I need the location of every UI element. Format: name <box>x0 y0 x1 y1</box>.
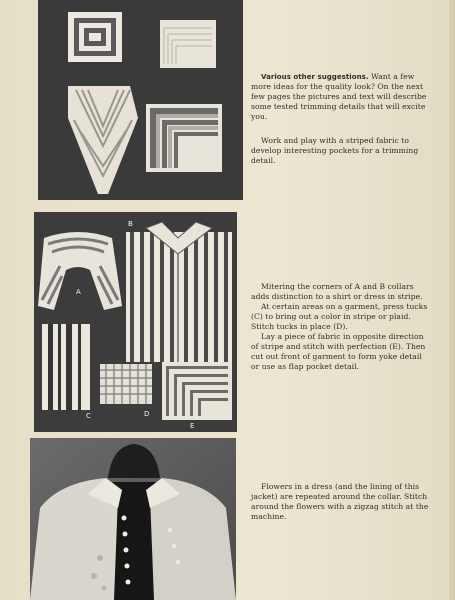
tucks-paragraph: At certain areas on a garment, press tucks (C) to bring out a color in stripe or plaid. Stitch tucks in place (D). <box>251 302 428 331</box>
label-a: A <box>76 288 81 296</box>
photo-striped-pockets <box>38 0 243 200</box>
collars-paragraph: Mitering the corners of A and B collars adds distinction to a shirt or dress in stripe. <box>251 282 423 301</box>
collars-text <box>251 282 429 372</box>
striped-shirt-b <box>126 222 232 362</box>
label-c: C <box>86 412 91 420</box>
square-pocket-concentric <box>68 12 122 62</box>
flowers-paragraph: Flowers in a dress (and the lining of this jacket) are repeated around the collar. Stitch around the flowers with a zigzag stitch at the machine. <box>251 482 429 521</box>
intro-lead: Various other suggestions. <box>261 73 369 81</box>
plaid-d <box>100 364 152 404</box>
label-d: D <box>144 410 150 418</box>
stripe-paragraph: Lay a piece of fabric in opposite direction of stripe and stitch with perfection (E). Then cut out front of garment to form yoke detail or use as flap pocket detail. <box>251 332 426 371</box>
pockets-paragraph: Work and play with a striped fabric to develop interesting pockets for a trimming detail. <box>251 136 419 165</box>
mitered-e <box>162 362 232 420</box>
intro-paragraph <box>251 72 429 122</box>
page-edge <box>449 0 455 600</box>
square-pocket-mitered <box>160 20 216 68</box>
tucks-c <box>42 324 90 410</box>
intro-body: Want a few more ideas for the quality look? On the next few pages the pictures and text will describe some tested trimming details that will excite you. <box>251 72 427 121</box>
label-b: B <box>128 220 133 228</box>
photo-collars-tucks <box>34 212 237 432</box>
photo-jacket-dress-form <box>30 438 236 600</box>
label-e: E <box>190 422 195 430</box>
square-pocket-stripe <box>146 104 222 172</box>
